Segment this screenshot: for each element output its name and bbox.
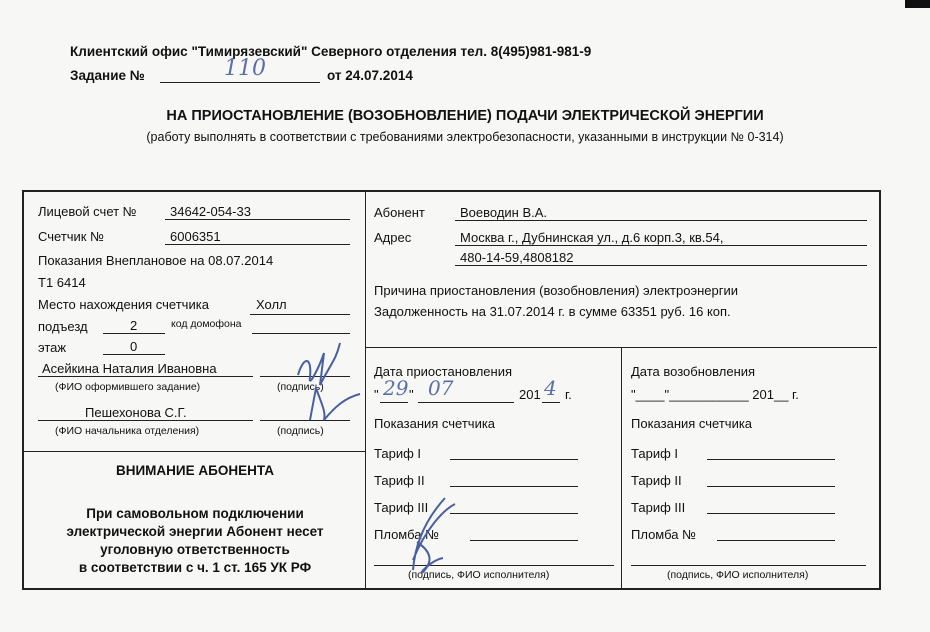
suspend-year-suffix: г. [565,387,572,402]
subscriber-value: Воеводин В.А. [460,205,548,220]
office-header: Клиентский офис "Тимирязевский" Северного отделения тел. 8(495)981-981-9 [70,44,592,59]
resume-tariff-2-line [707,486,835,487]
scan-edge-mark [905,0,930,8]
location-value: Холл [256,297,287,312]
location-line [250,314,350,315]
head-signature-caption: (подпись) [277,425,324,437]
address-label: Адрес [374,230,412,245]
task-number-line [160,82,320,83]
attention-line-4: в соответствии с ч. 1 ст. 165 УК РФ [78,560,312,575]
suspend-seal: Пломба № [374,527,440,542]
floor-line [103,354,165,355]
account-value: 34642-054-33 [170,204,251,219]
suspend-date-quote-close: " [409,387,414,402]
resume-tariff-3: Тариф III [631,500,686,515]
suspend-tariff-2-line [450,486,578,487]
reason-title: Причина приостановления (возобновления) электроэнергии [374,283,738,298]
resume-caption: (подпись, ФИО исполнителя) [667,569,809,581]
address-underline-2 [455,265,867,266]
issuer-name: Асейкина Наталия Ивановна [42,361,217,376]
document-title: НА ПРИОСТАНОВЛЕНИЕ (ВОЗОБНОВЛЕНИЕ) ПОДАЧИ ЭЛЕКТРИЧЕСКОЙ ЭНЕРГИИ [166,108,764,124]
resume-tariff-3-line [707,513,835,514]
resume-seal: Пломба № [631,527,697,542]
resume-seal-line [717,540,835,541]
resume-date-template: "____"___________ 201__ г. [631,387,799,402]
task-number: 110 [224,56,266,81]
address-line-2: 480-14-59,4808182 [460,250,574,265]
task-label: Задание № [70,68,145,83]
entrance-label: подъезд [38,319,88,334]
suspend-seal-line [470,540,578,541]
task-date: от 24.07.2014 [327,68,413,83]
attention-line-3: уголовную ответственность [100,542,290,557]
document-subtitle: (работу выполнять в соответствии с требованиями электробезопасности, указанными в инструкции № 0-314) [146,130,784,144]
account-line [165,219,350,220]
head-name: Пешехонова С.Г. [85,405,187,420]
subscriber-line [455,220,867,221]
account-label: Лицевой счет № [38,204,137,219]
divider-left-attention [24,451,366,452]
suspend-tariff-3: Тариф III [374,500,429,515]
resume-date-label: Дата возобновления [631,364,756,379]
address-line-1: Москва г., Дубнинская ул., д.6 корп.3, кв.54, [460,230,724,245]
readings-line: Показания Внеплановое на 08.07.2014 [38,253,274,268]
meter-label: Счетчик № [38,229,105,244]
entrance-value: 2 [130,318,138,333]
suspend-hw-day: 29 [383,376,409,400]
divider-dates-vertical [621,348,622,588]
executor-signature [395,490,475,580]
floor-value: 0 [130,339,138,354]
issuer-line [38,376,253,377]
resume-tariff-2: Тариф II [631,473,682,488]
suspend-caption: (подпись, ФИО исполнителя) [408,569,550,581]
suspend-tariff-2: Тариф II [374,473,425,488]
intercom-label: код домофона [171,318,242,330]
suspend-readings-label: Показания счетчика [374,416,496,431]
suspend-day-line [380,402,408,403]
head-caption: (ФИО начальника отделения) [55,425,200,437]
subscriber-label: Абонент [374,205,425,220]
suspend-date-label: Дата приостановления [374,364,513,379]
resume-tariff-1: Тариф I [631,446,678,461]
suspend-year-line [542,402,560,403]
attention-title: ВНИМАНИЕ АБОНЕНТА [115,463,274,478]
location-label: Место нахождения счетчика [38,297,209,312]
floor-label: этаж [38,340,67,355]
resume-readings-label: Показания счетчика [631,416,753,431]
attention-line-2: электрической энергии Абонент несет [66,524,324,539]
suspend-tariff-1: Тариф I [374,446,421,461]
head-line [38,420,253,421]
suspend-year-prefix: 201 [519,387,541,402]
attention-line-1: При самовольном подключении [86,506,304,521]
suspend-month-line [418,402,514,403]
address-underline-1 [455,245,867,246]
resume-tariff-1-line [707,459,835,460]
issuer-signature-caption: (подпись) [277,381,324,393]
reason-text: Задолженность на 31.07.2014 г. в сумме 63351 руб. 16 коп. [374,304,731,319]
issuer-caption: (ФИО оформившего задание) [55,381,201,393]
head-signature [300,380,370,430]
suspend-hw-year: 4 [544,376,557,400]
resume-signature-line [631,565,866,566]
intercom-line [252,333,350,334]
meter-value: 6006351 [170,229,221,244]
suspend-tariff-1-line [450,459,578,460]
suspend-date-quote-open: " [374,387,379,402]
suspend-hw-month: 07 [428,376,454,400]
entrance-line [103,333,165,334]
t1-line: T1 6414 [38,275,86,290]
meter-line [165,244,350,245]
